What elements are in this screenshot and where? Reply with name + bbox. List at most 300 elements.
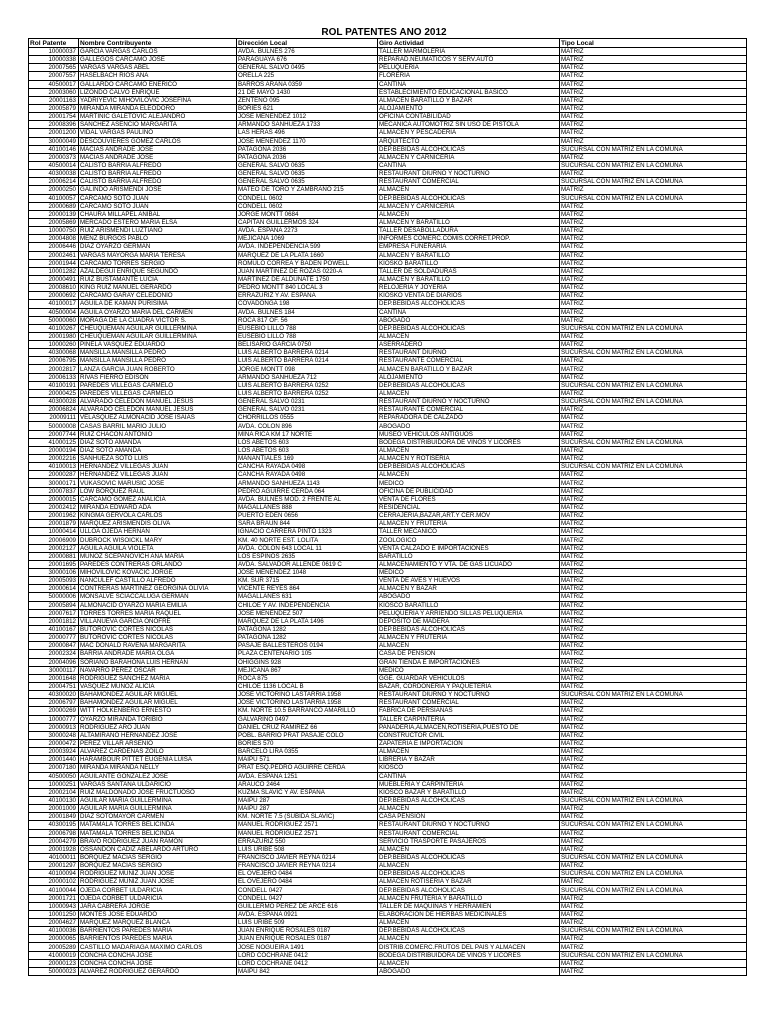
cell-giro-actividad: DEP.BEBIDAS ALCOHOLICAS [378, 870, 560, 878]
cell-rol-patente: 20002817 [29, 365, 79, 373]
cell-nombre-contribuyente: CONCHA CONCHA JOSE [79, 959, 237, 967]
table-row [29, 919, 747, 927]
cell-direccion-local: KM. NORTE 10.5 BARRANCO AMARILLO [237, 707, 378, 715]
cell-direccion-local: JOSE MENENDEZ 1048 [237, 569, 378, 577]
cell-direccion-local: PATAGONA 2036 [237, 153, 378, 161]
cell-nombre-contribuyente: MENZ BURGOS PABLO [79, 235, 237, 243]
cell-giro-actividad: KIOSCO BAZAR Y BARATILLO [378, 788, 560, 796]
cell-direccion-local: GENERAL SALVO 0635 [237, 170, 378, 178]
cell-tipo-local: MATRIZ [560, 560, 747, 568]
cell-direccion-local: CONDELL 0602 [237, 202, 378, 210]
table-row [29, 275, 747, 283]
cell-tipo-local: MATRIZ [560, 715, 747, 723]
cell-giro-actividad: ALMACEN [378, 845, 560, 853]
cell-tipo-local: MATRIZ [560, 503, 747, 511]
cell-giro-actividad: ZAPATERIA E IMPORTACION [378, 739, 560, 747]
table-row [29, 723, 747, 731]
cell-giro-actividad: ABOGADO [378, 422, 560, 430]
cell-giro-actividad: ARQUITECTO [378, 137, 560, 145]
cell-tipo-local: MATRIZ [560, 707, 747, 715]
cell-rol-patente: 40100044 [29, 886, 79, 894]
cell-giro-actividad: ELABORACION DE HIERBAS MEDICINALES [378, 910, 560, 918]
cell-rol-patente: 20008396 [29, 121, 79, 129]
cell-direccion-local: JOSE NOGUEIRA 1491 [237, 943, 378, 951]
cell-direccion-local: AVDA. COLON 643 LOCAL 11 [237, 544, 378, 552]
cell-direccion-local: PEDRO AGUIRRE CERDA 064 [237, 487, 378, 495]
cell-rol-patente: 50000060 [29, 316, 79, 324]
table-row [29, 292, 747, 300]
cell-direccion-local: GENERAL SALVO 0231 [237, 406, 378, 414]
cell-direccion-local: BORIES 570 [237, 739, 378, 747]
cell-tipo-local: MATRIZ [560, 959, 747, 967]
cell-giro-actividad: BODEGA DISTRIBUIDORA DE VINOS Y LICORES [378, 438, 560, 446]
cell-direccion-local: JOSE VICTORINO LASTARRIA 1958 [237, 691, 378, 699]
cell-giro-actividad: ALMACEN Y PESCADERIA [378, 129, 560, 137]
cell-giro-actividad: MEDICO [378, 666, 560, 674]
cell-nombre-contribuyente: MATAMALA TORRES BELICINDA [79, 829, 237, 837]
table-row [29, 96, 747, 104]
cell-direccion-local: PRAT ESQ.PEDRO AGUIRRE CERDA [237, 764, 378, 772]
cell-nombre-contribuyente: PINELA VASQUEZ EDUARDO [79, 341, 237, 349]
cell-giro-actividad: KIOSCO [378, 764, 560, 772]
cell-giro-actividad: RESIDENCIAL [378, 503, 560, 511]
cell-rol-patente: 20000913 [29, 723, 79, 731]
table-row [29, 935, 747, 943]
cell-tipo-local: SUCURSAL CON MATRIZ EN LA COMUNA [560, 821, 747, 829]
cell-giro-actividad: ABOGADO [378, 967, 560, 975]
cell-rol-patente: 40100057 [29, 194, 79, 202]
cell-nombre-contribuyente: RUIZ MALDONADO JOSE FRUCTUOSO [79, 788, 237, 796]
cell-nombre-contribuyente: CHEUQUEMAN AGUILAR GUILLERMINA [79, 324, 237, 332]
cell-rol-patente: 10000414 [29, 528, 79, 536]
table-row [29, 682, 747, 690]
cell-nombre-contribuyente: CHAURA MILLAPEL ANIBAL [79, 210, 237, 218]
table-row [29, 609, 747, 617]
cell-nombre-contribuyente: OSSANDON CADIZ ABELARDO ARTURO [79, 845, 237, 853]
cell-direccion-local: AVDA. COLON 896 [237, 422, 378, 430]
cell-giro-actividad: EMPRESA FUNERARIA [378, 243, 560, 251]
cell-rol-patente: 20004627 [29, 919, 79, 927]
cell-tipo-local: MATRIZ [560, 137, 747, 145]
cell-rol-patente: 20007617 [29, 609, 79, 617]
table-row [29, 894, 747, 902]
cell-giro-actividad: DEP.BEBIDAS ALCOHOLICAS [378, 886, 560, 894]
cell-direccion-local: SARA BRAUN 844 [237, 520, 378, 528]
cell-giro-actividad: FABRICA DE PERSIANAS [378, 707, 560, 715]
cell-tipo-local: SUCURSAL CON MATRIZ EN LA COMUNA [560, 349, 747, 357]
cell-direccion-local: BARROS ARANA 0359 [237, 80, 378, 88]
cell-tipo-local: MATRIZ [560, 593, 747, 601]
header-giro-actividad: Giro Actividad [378, 39, 560, 48]
cell-rol-patente: 40100146 [29, 145, 79, 153]
cell-nombre-contribuyente: NAVARRO PEREZ OSCAR [79, 666, 237, 674]
cell-rol-patente: 20001721 [29, 894, 79, 902]
cell-rol-patente: 20009111 [29, 414, 79, 422]
cell-giro-actividad: RESTAURANTE COMERCIAL [378, 357, 560, 365]
cell-tipo-local: MATRIZ [560, 422, 747, 430]
cell-nombre-contribuyente: VARGAS VARGAS ABEL [79, 64, 237, 72]
cell-rol-patente: 20001200 [29, 129, 79, 137]
cell-giro-actividad: ALMACEN Y BARATILLO [378, 251, 560, 259]
cell-tipo-local: SUCURSAL CON MATRIZ EN LA COMUNA [560, 324, 747, 332]
cell-tipo-local: MATRIZ [560, 88, 747, 96]
cell-nombre-contribuyente: LIZONDO CALVO ENRIQUE [79, 88, 237, 96]
cell-giro-actividad: RESTAURANT COMERCIAL [378, 178, 560, 186]
cell-direccion-local: MAIPU 842 [237, 967, 378, 975]
cell-nombre-contribuyente: MONTES JOSE EDUARDO [79, 910, 237, 918]
table-row [29, 666, 747, 674]
cell-direccion-local: KM. 40 NORTE EST. LOLITA [237, 536, 378, 544]
cell-direccion-local: FRANCISCO JAVIER REYNA 0214 [237, 853, 378, 861]
cell-nombre-contribuyente: BORQUEZ MACIAS SERGIO [79, 862, 237, 870]
cell-tipo-local: MATRIZ [560, 332, 747, 340]
cell-rol-patente: 20006797 [29, 699, 79, 707]
table-row [29, 398, 747, 406]
table-row [29, 373, 747, 381]
cell-nombre-contribuyente: VUKASOVIC MARUSIC JOSE [79, 479, 237, 487]
table-row [29, 414, 747, 422]
cell-rol-patente: 20000472 [29, 739, 79, 747]
cell-giro-actividad: ALOJAMIENTO [378, 373, 560, 381]
table-row [29, 813, 747, 821]
cell-nombre-contribuyente: MONSALVE SCIACCALUGA GERMAN [79, 593, 237, 601]
cell-nombre-contribuyente: MANSILLA MANSILLA PEDRO [79, 349, 237, 357]
cell-rol-patente: 20001297 [29, 862, 79, 870]
cell-nombre-contribuyente: ULLOA OJEDA HERNAN [79, 528, 237, 536]
cell-rol-patente: 40100267 [29, 324, 79, 332]
cell-giro-actividad: OFICINA CONTABILIDAD [378, 113, 560, 121]
cell-nombre-contribuyente: DIAZ SOTO AMANDA [79, 438, 237, 446]
cell-tipo-local: MATRIZ [560, 837, 747, 845]
cell-direccion-local: PLAZA CENTENARIO 105 [237, 650, 378, 658]
cell-giro-actividad: ALMACEN [378, 446, 560, 454]
cell-direccion-local: JORGE MONTT 098 [237, 365, 378, 373]
cell-rol-patente: 20007180 [29, 764, 79, 772]
cell-direccion-local: PARAGUAYA 676 [237, 56, 378, 64]
cell-rol-patente: 40100011 [29, 853, 79, 861]
cell-rol-patente: 40100013 [29, 463, 79, 471]
table-row [29, 463, 747, 471]
cell-rol-patente: 40500004 [29, 308, 79, 316]
cell-direccion-local: ERRAZURIZ Y AV. ESPANA [237, 292, 378, 300]
cell-tipo-local: SUCURSAL CON MATRIZ EN LA COMUNA [560, 796, 747, 804]
table-row [29, 902, 747, 910]
table-row [29, 943, 747, 951]
table-row [29, 552, 747, 560]
cell-direccion-local: DANIEL CRUZ RAMIREZ 66 [237, 723, 378, 731]
cell-nombre-contribuyente: MIRANDA EDWARD ADA [79, 503, 237, 511]
cell-giro-actividad: SERVICIO TRASPORTE PASAJEROS [378, 837, 560, 845]
cell-direccion-local: AVDA. ESPANA 2273 [237, 227, 378, 235]
cell-direccion-local: LUIS URIBE 508 [237, 845, 378, 853]
cell-direccion-local: COVADONGA 198 [237, 300, 378, 308]
cell-giro-actividad: VENTA CALZADO E IMPORTACIONES [378, 544, 560, 552]
cell-rol-patente: 20004096 [29, 658, 79, 666]
table-row [29, 479, 747, 487]
cell-rol-patente: 20002216 [29, 455, 79, 463]
cell-giro-actividad: ALMACEN Y ROTISERIA [378, 455, 560, 463]
cell-giro-actividad: KIOSCO BARATILLO [378, 601, 560, 609]
cell-direccion-local: BARCELO LIRA 0355 [237, 748, 378, 756]
cell-nombre-contribuyente: RODRIGUEZ MUNIZ JUAN JOSE [79, 870, 237, 878]
cell-nombre-contribuyente: MIHOVILOVIC KOVACIC JORGE [79, 569, 237, 577]
cell-direccion-local: MAIPU 287 [237, 805, 378, 813]
table-row [29, 910, 747, 918]
cell-nombre-contribuyente: KING RUIZ MANUEL GERARDO [79, 284, 237, 292]
table-row [29, 113, 747, 121]
cell-tipo-local: MATRIZ [560, 373, 747, 381]
table-row [29, 780, 747, 788]
cell-direccion-local: JOSE VICTORINO LASTARRIA 1958 [237, 699, 378, 707]
cell-giro-actividad: TALLER DESABOLLADURA [378, 227, 560, 235]
cell-rol-patente: 30000106 [29, 569, 79, 577]
cell-rol-patente: 40100130 [29, 796, 79, 804]
cell-nombre-contribuyente: AGUILA DE KAMAN PURISIMA [79, 300, 237, 308]
cell-tipo-local: MATRIZ [560, 756, 747, 764]
cell-nombre-contribuyente: CONCHA CONCHA JOSE [79, 951, 237, 959]
table-row [29, 927, 747, 935]
cell-rol-patente: 20002461 [29, 251, 79, 259]
cell-rol-patente: 20001440 [29, 756, 79, 764]
cell-nombre-contribuyente: ALVARADO CELEDON MANUEL JESUS [79, 406, 237, 414]
table-row [29, 178, 747, 186]
cell-nombre-contribuyente: RUIZ CHACON ANTONIO [79, 430, 237, 438]
cell-direccion-local: MINA RICA KM 17 NORTE [237, 430, 378, 438]
cell-direccion-local: MEJICANA 867 [237, 666, 378, 674]
cell-tipo-local: SUCURSAL CON MATRIZ EN LA COMUNA [560, 194, 747, 202]
table-row [29, 170, 747, 178]
cell-nombre-contribuyente: MARTINIC GALETOVIC ALEJANDRO [79, 113, 237, 121]
table-row [29, 243, 747, 251]
table-row [29, 788, 747, 796]
cell-rol-patente: 20000250 [29, 186, 79, 194]
cell-direccion-local: AVDA. ESPANA 0921 [237, 910, 378, 918]
cell-tipo-local: SUCURSAL CON MATRIZ EN LA COMUNA [560, 398, 747, 406]
cell-direccion-local: VICENTE REYES 864 [237, 585, 378, 593]
table-row [29, 674, 747, 682]
table-row [29, 422, 747, 430]
table-row [29, 845, 747, 853]
cell-tipo-local: MATRIZ [560, 520, 747, 528]
cell-rol-patente: 10000777 [29, 715, 79, 723]
cell-giro-actividad: CASA DE PENSION [378, 650, 560, 658]
cell-rol-patente: 20001009 [29, 805, 79, 813]
cell-direccion-local: AVDA. SALVADOR ALLENDE 0619 C [237, 560, 378, 568]
cell-tipo-local: MATRIZ [560, 48, 747, 56]
table-row [29, 593, 747, 601]
cell-tipo-local: MATRIZ [560, 316, 747, 324]
cell-giro-actividad: RESTAURANTE COMERCIAL [378, 406, 560, 414]
cell-giro-actividad: MEDICO [378, 479, 560, 487]
cell-nombre-contribuyente: MARQUEZ MARQUEZ BLANCA [79, 919, 237, 927]
cell-giro-actividad: MUSEO VEHICULOS ANTIGUOS [378, 430, 560, 438]
cell-tipo-local: MATRIZ [560, 601, 747, 609]
cell-tipo-local: MATRIZ [560, 967, 747, 975]
cell-rol-patente: 20003060 [29, 88, 79, 96]
table-row [29, 560, 747, 568]
cell-tipo-local: MATRIZ [560, 300, 747, 308]
cell-rol-patente: 20000102 [29, 878, 79, 886]
cell-direccion-local: LUIS ALBERTO BARRERA 0252 [237, 389, 378, 397]
cell-tipo-local: MATRIZ [560, 267, 747, 275]
cell-tipo-local: MATRIZ [560, 275, 747, 283]
cell-tipo-local: MATRIZ [560, 878, 747, 886]
cell-direccion-local: LORD COCHRANE 0412 [237, 959, 378, 967]
table-row [29, 406, 747, 414]
cell-tipo-local: MATRIZ [560, 170, 747, 178]
cell-tipo-local: SUCURSAL CON MATRIZ EN LA COMUNA [560, 161, 747, 169]
cell-nombre-contribuyente: VARGAS MAYORGA MARIA TERESA [79, 251, 237, 259]
cell-tipo-local: MATRIZ [560, 210, 747, 218]
cell-tipo-local: MATRIZ [560, 406, 747, 414]
cell-giro-actividad: VENTA DE FLORES [378, 495, 560, 503]
cell-rol-patente: 20002127 [29, 544, 79, 552]
table-row [29, 129, 747, 137]
cell-direccion-local: ROMULO CORREA Y BADEN POWELL [237, 259, 378, 267]
cell-nombre-contribuyente: CONTRERAS MARTINEZ GEORGINA OLIVIA [79, 585, 237, 593]
cell-tipo-local: MATRIZ [560, 862, 747, 870]
cell-nombre-contribuyente: DIAZ OYARZO GERMAN [79, 243, 237, 251]
cell-nombre-contribuyente: RIVAS FIERRO EDISON [79, 373, 237, 381]
header-nombre-contribuyente: Nombre Contribuyente [79, 39, 237, 48]
table-row [29, 308, 747, 316]
cell-direccion-local: LOS ABETOS 603 [237, 446, 378, 454]
table-row [29, 634, 747, 642]
cell-tipo-local: MATRIZ [560, 153, 747, 161]
cell-rol-patente: 20000881 [29, 552, 79, 560]
cell-tipo-local: MATRIZ [560, 772, 747, 780]
cell-rol-patente: 20006798 [29, 829, 79, 837]
cell-direccion-local: JUAN ENRIQUE ROSALES 0187 [237, 935, 378, 943]
header-tipo-local: Tipo Local [560, 39, 747, 48]
cell-nombre-contribuyente: MERCADO ESTERO MARIA ELSA [79, 218, 237, 226]
cell-tipo-local: SUCURSAL CON MATRIZ EN LA COMUNA [560, 145, 747, 153]
table-row [29, 300, 747, 308]
table-row [29, 455, 747, 463]
cell-tipo-local: MATRIZ [560, 569, 747, 577]
cell-direccion-local: ARMANDO SANHUEZA 1143 [237, 479, 378, 487]
table-row [29, 886, 747, 894]
cell-giro-actividad: BARATILLO [378, 552, 560, 560]
cell-tipo-local: MATRIZ [560, 764, 747, 772]
table-row [29, 625, 747, 633]
cell-giro-actividad: LIBRERIA Y BAZAR [378, 756, 560, 764]
cell-rol-patente: 20001962 [29, 512, 79, 520]
header-rol-patente: Rol Patente [29, 39, 79, 48]
table-row [29, 153, 747, 161]
cell-nombre-contribuyente: PAREDES CONTRERAS ORLANDO [79, 560, 237, 568]
cell-giro-actividad: MEDICO [378, 569, 560, 577]
cell-direccion-local: GENERAL SALVO 0635 [237, 161, 378, 169]
cell-giro-actividad: ALMACEN [378, 471, 560, 479]
cell-nombre-contribuyente: RODRIGUEZ SANCHEZ MARIA [79, 674, 237, 682]
cell-direccion-local: KUZMA SLAVIC Y AV. ESPANA [237, 788, 378, 796]
cell-direccion-local: MANUEL RODRIGUEZ 2571 [237, 821, 378, 829]
cell-nombre-contribuyente: DUBROCK WISOICKL MARY [79, 536, 237, 544]
cell-direccion-local: CANCHA RAYADA 0498 [237, 471, 378, 479]
cell-nombre-contribuyente: ALVARADO CELEDON MANUEL JESUS [79, 398, 237, 406]
cell-giro-actividad: DEP.BEBIDAS ALCOHOLICAS [378, 625, 560, 633]
cell-rol-patente: 20000194 [29, 446, 79, 454]
table-row [29, 569, 747, 577]
cell-direccion-local: MATEO DE TORO Y ZAMBRANO 215 [237, 186, 378, 194]
cell-direccion-local: JOSE MENENDEZ 507 [237, 609, 378, 617]
cell-nombre-contribuyente: DESCOUVIERES GOMEZ CARLOS [79, 137, 237, 145]
cell-rol-patente: 10000037 [29, 48, 79, 56]
cell-rol-patente: 40500017 [29, 80, 79, 88]
cell-giro-actividad: ALMACEN ROTISERIA Y BAZAR [378, 878, 560, 886]
cell-direccion-local: AVDA. BULNES 184 [237, 308, 378, 316]
cell-tipo-local: MATRIZ [560, 699, 747, 707]
cell-nombre-contribuyente: CALISTO BARRIA ALFREDO [79, 170, 237, 178]
cell-rol-patente: 20000139 [29, 210, 79, 218]
cell-nombre-contribuyente: VILLANUEVA GARCIA ONOFRE [79, 617, 237, 625]
cell-tipo-local: MATRIZ [560, 446, 747, 454]
table-row [29, 186, 747, 194]
cell-rol-patente: 20004751 [29, 682, 79, 690]
table-row [29, 121, 747, 129]
cell-nombre-contribuyente: GARCIA VARGAS CARLOS [79, 48, 237, 56]
cell-tipo-local: MATRIZ [560, 943, 747, 951]
cell-tipo-local: MATRIZ [560, 251, 747, 259]
table-row [29, 544, 747, 552]
cell-giro-actividad: REPARAD.NEUMATICOS Y SERV.AUTO [378, 56, 560, 64]
table-row [29, 715, 747, 723]
cell-nombre-contribuyente: BARRIENTOS PAREDES MARIA [79, 935, 237, 943]
cell-rol-patente: 10000338 [29, 56, 79, 64]
cell-giro-actividad: GGE. GUARDAR VEHICULOS [378, 674, 560, 682]
cell-tipo-local: MATRIZ [560, 536, 747, 544]
cell-rol-patente: 40300028 [29, 398, 79, 406]
cell-rol-patente: 20006133 [29, 373, 79, 381]
cell-giro-actividad: ALMACEN [378, 935, 560, 943]
cell-rol-patente: 20004279 [29, 837, 79, 845]
cell-rol-patente: 20000491 [29, 275, 79, 283]
cell-direccion-local: LUIS ALBERTO BARRERA 0214 [237, 349, 378, 357]
cell-giro-actividad: DEP.BEBIDAS ALCOHOLICAS [378, 324, 560, 332]
cell-giro-actividad: DISTRIB.COMERC.FRUTOS DEL PAIS Y ALMACEN [378, 943, 560, 951]
cell-giro-actividad: RESTAURANT COMERCIAL [378, 829, 560, 837]
cell-rol-patente: 20001928 [29, 845, 79, 853]
cell-giro-actividad: TALLER MECANICO [378, 528, 560, 536]
cell-direccion-local: MAIPU 287 [237, 796, 378, 804]
cell-direccion-local: AVDA. INDEPENDENCIA 599 [237, 243, 378, 251]
cell-nombre-contribuyente: CALISTO BARRIA ALFREDO [79, 161, 237, 169]
cell-tipo-local: MATRIZ [560, 186, 747, 194]
cell-rol-patente: 20000692 [29, 292, 79, 300]
table-row [29, 805, 747, 813]
cell-rol-patente: 20002104 [29, 788, 79, 796]
cell-direccion-local: MAGALLANES 888 [237, 503, 378, 511]
cell-rol-patente: 20006795 [29, 357, 79, 365]
cell-tipo-local: MATRIZ [560, 56, 747, 64]
table-row [29, 796, 747, 804]
cell-nombre-contribuyente: VASQUEZ MUNOZ ALICIA [79, 682, 237, 690]
cell-rol-patente: 20005289 [29, 943, 79, 951]
cell-nombre-contribuyente: ALVAREZ RODRIGUEZ GERARDO [79, 967, 237, 975]
cell-giro-actividad: CONSTRUCTOR CIVIL [378, 731, 560, 739]
cell-tipo-local: MATRIZ [560, 202, 747, 210]
cell-direccion-local: ARMANDO SANHUEZA 1733 [237, 121, 378, 129]
table-row [29, 218, 747, 226]
table-row [29, 772, 747, 780]
cell-rol-patente: 40300020 [29, 691, 79, 699]
cell-nombre-contribuyente: ALTAMIRANO HERNANDEZ JOSE [79, 731, 237, 739]
cell-nombre-contribuyente: PEREZ VILLAR ARSENIO [79, 739, 237, 747]
cell-direccion-local: JOSE MENENDEZ 1170 [237, 137, 378, 145]
cell-rol-patente: 20006446 [29, 243, 79, 251]
table-row [29, 951, 747, 959]
